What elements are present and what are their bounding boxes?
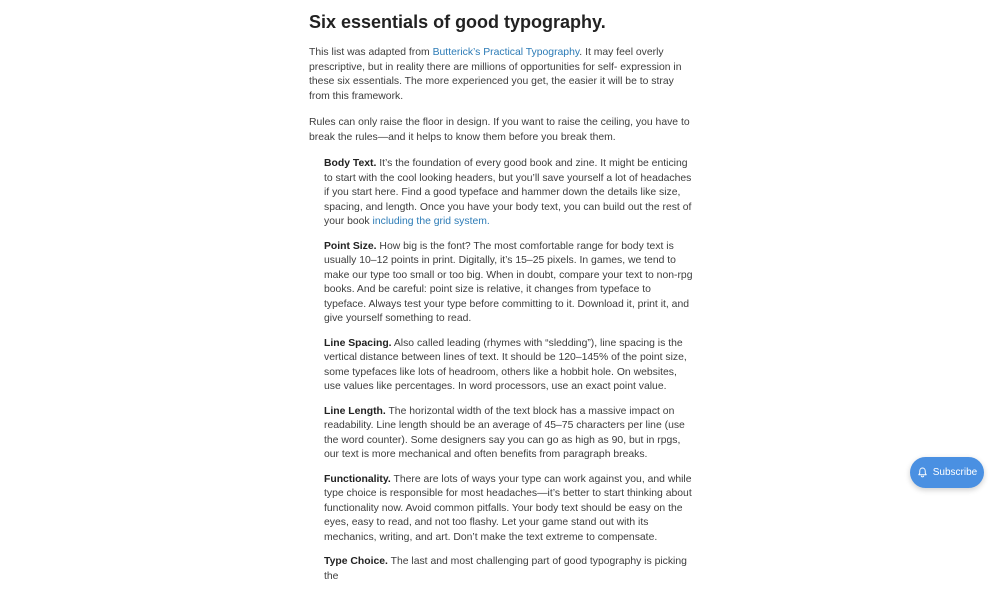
list-item-type-choice — [324, 555, 693, 584]
list-item-line-spacing — [324, 337, 693, 395]
item-heading: Type Choice. — [324, 556, 388, 567]
essentials-list — [309, 157, 693, 584]
intro-paragraph — [309, 46, 693, 104]
intro-text-before-link: This list was adapted from — [309, 47, 433, 58]
item-text: Also called leading (rhymes with “sledding”), line spacing is the vertical distance between lines of text. It should be 120–145% of the point size, some typefaces like lots of headroom, others like a hobbit hole. On websites, use values like percentages. In word processors, use an exact point value. — [324, 337, 687, 392]
page-title: Six essentials of good typography. — [309, 12, 606, 32]
article — [309, 10, 693, 594]
subscribe-button[interactable] — [910, 457, 984, 488]
subscribe-label: Subscribe — [932, 467, 978, 478]
list-item-point-size — [324, 240, 693, 327]
intro-text-after-link: . It may feel overly prescriptive, but in reality there are millions of opportunities for self- expression in these six essentials. The more experienced you get, the easier it will be to stray from this framework. — [309, 47, 682, 102]
item-text: How big is the font? The most comfortable range for body text is usually 10–12 points in print. Digitally, it’s 15–25 pixels. In games, we tend to make our type too small or too big. When in doubt, compare your text to non-rpg books. And be careful: point size is relative, it changes from typeface to typeface. Always test your type before committing to it. Download it, print it, and give yourself something to read. — [324, 240, 693, 324]
butterick-link[interactable]: Butterick’s Practical Typography — [432, 47, 580, 58]
rules-paragraph: Rules can only raise the floor in design. If you want to raise the ceiling, you have to break the rules—and it helps to know them before you break them. — [309, 117, 690, 143]
item-heading: Functionality. — [324, 473, 391, 485]
grid-system-link[interactable]: including the grid system. — [372, 216, 490, 227]
item-heading: Body Text. — [324, 158, 377, 169]
item-heading: Point Size. — [324, 240, 377, 252]
bell-icon — [917, 467, 928, 478]
item-heading: Line Spacing. — [324, 337, 392, 349]
item-text: The last and most challenging part of good typography is picking the — [324, 556, 687, 582]
item-heading: Line Length. — [324, 405, 386, 417]
list-item-body-text — [324, 157, 693, 230]
item-text: The horizontal width of the text block has a massive impact on readability. Line length should be an average of 45–75 characters per line (use the word counter). Some designers say you can go as high as 90, but in rpgs, our text is more mechanical and often benefits from paragraph breaks. — [324, 405, 685, 460]
item-text: It’s the foundation of every good book and zine. It might be enticing to start with the cool looking headers, but you’ll save yourself a lot of headaches if you start here. Find a good typeface and hammer down the details like size, spacing, and length. Once you have your body text, you can build out the rest of your book — [324, 158, 692, 227]
item-text: There are lots of ways your type can work against you, and while type choice is responsible for most headaches—it’s better to start thinking about functionality now. Avoid common pitfalls. Your body text should be easy on the eyes, easy to read, and not too flashy. Let your game stand out with its mechanics, writing, and art. Don’t make the text extreme to compensate. — [324, 473, 692, 543]
list-item-functionality — [324, 473, 693, 546]
list-item-line-length — [324, 405, 693, 463]
